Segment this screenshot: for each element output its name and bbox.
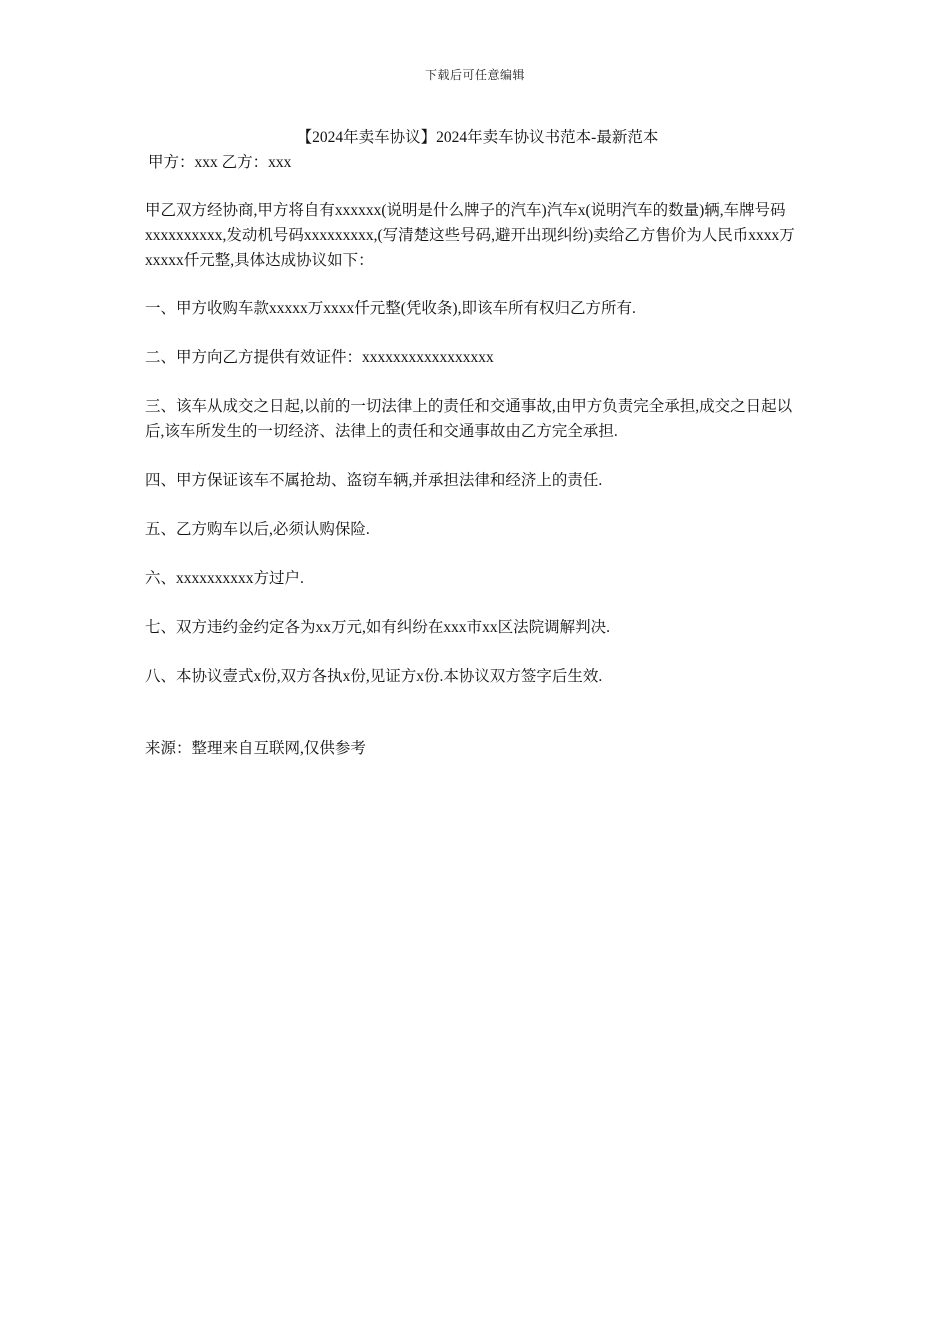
source-note: 来源：整理来自互联网,仅供参考 <box>145 740 366 757</box>
clause-7: 七、双方违约金约定各为xx万元,如有纠纷在xxx市xx区法院调解判决. <box>145 619 611 636</box>
document-body <box>145 125 810 761</box>
clause-8: 八、本协议壹式x份,双方各执x份,见证方x份.本协议双方签字后生效. <box>145 668 603 685</box>
clause-4: 四、甲方保证该车不属抢劫、盗窃车辆,并承担法律和经济上的责任. <box>145 472 603 489</box>
clause-5: 五、乙方购车以后,必须认购保险. <box>145 521 370 538</box>
parties-line: 甲方：xxx 乙方：xxx <box>148 154 292 171</box>
clause-3: 三、该车从成交之日起,以前的一切法律上的责任和交通事故,由甲方负责完全承担,成交之日起以后,该车所发生的一切经济、法律上的责任和交通事故由乙方完全承担. <box>145 398 793 440</box>
clause-2: 二、甲方向乙方提供有效证件：xxxxxxxxxxxxxxxxx <box>145 349 494 366</box>
document-title: 【2024年卖车协议】2024年卖车协议书范本-最新范本 <box>296 129 659 146</box>
header-note: 下载后可任意编辑 <box>424 68 525 82</box>
intro-paragraph: 甲乙双方经协商,甲方将自有xxxxxx(说明是什么牌子的汽车)汽车x(说明汽车的数量)辆,车牌号码xxxxxxxxxx,发动机号码xxxxxxxxx,(写清楚这些号码,避开出现纠纷)卖给乙方售价为人民币xxxx万xxxxx仟元整,具体达成协议如下： <box>145 202 795 269</box>
clause-1: 一、甲方收购车款xxxxx万xxxx仟元整(凭收条),即该车所有权归乙方所有. <box>145 300 636 317</box>
clause-6: 六、xxxxxxxxxx方过户. <box>145 570 304 587</box>
